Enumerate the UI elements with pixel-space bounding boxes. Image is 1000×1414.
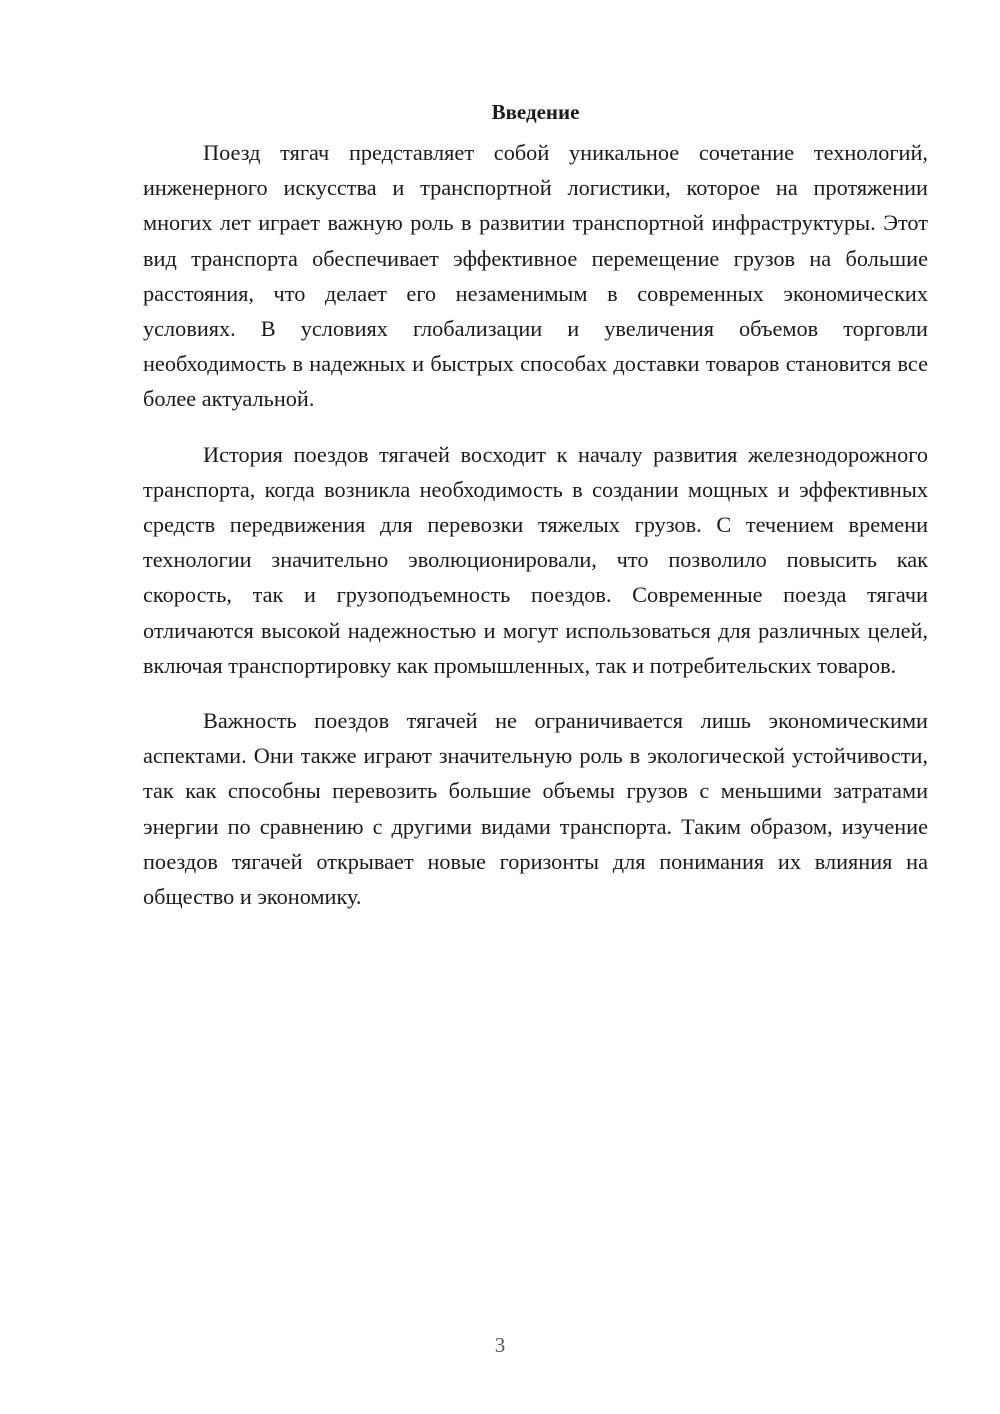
document-body [143,97,928,934]
page-number: 3 [494,1333,506,1357]
paragraph-2: История поездов тягачей восходит к началу развития железнодорожного транспорта, когда возникла необходимость в создании мощных и эффективных средств передвижения для перевозки тяжелых грузов. С течением времени технологии значительно эволюционировали, что позволило повысить как скорость, так и грузоподъемность поездов. Современные поезда тягачи отличаются высокой надежностью и могут использоваться для различных целей, включая транспортировку как промышленных, так и потребительских товаров. [143,441,928,678]
section-title: Введение [491,100,580,124]
paragraph-3: Важность поездов тягачей не ограничивается лишь экономическими аспектами. Они также играют значительную роль в экологической устойчивости, так как способны перевозить большие объемы грузов с меньшими затратами энергии по сравнению с другими видами транспорта. Таким образом, изучение поездов тягачей открывает новые горизонты для понимания их влияния на общество и экономику. [143,708,928,910]
paragraph-1: Поезд тягач представляет собой уникальное сочетание технологий, инженерного искусства и транспортной логистики, которое на протяжении многих лет играет важную роль в развитии транспортной инфраструктуры. Этот вид транспорта обеспечивает эффективное перемещение грузов на большие расстояния, что делает его незаменимым в современных экономических условиях. В условиях глобализации и увеличения объемов торговли необходимость в надежных и быстрых способах доставки товаров становится все более актуальной. [143,140,928,412]
